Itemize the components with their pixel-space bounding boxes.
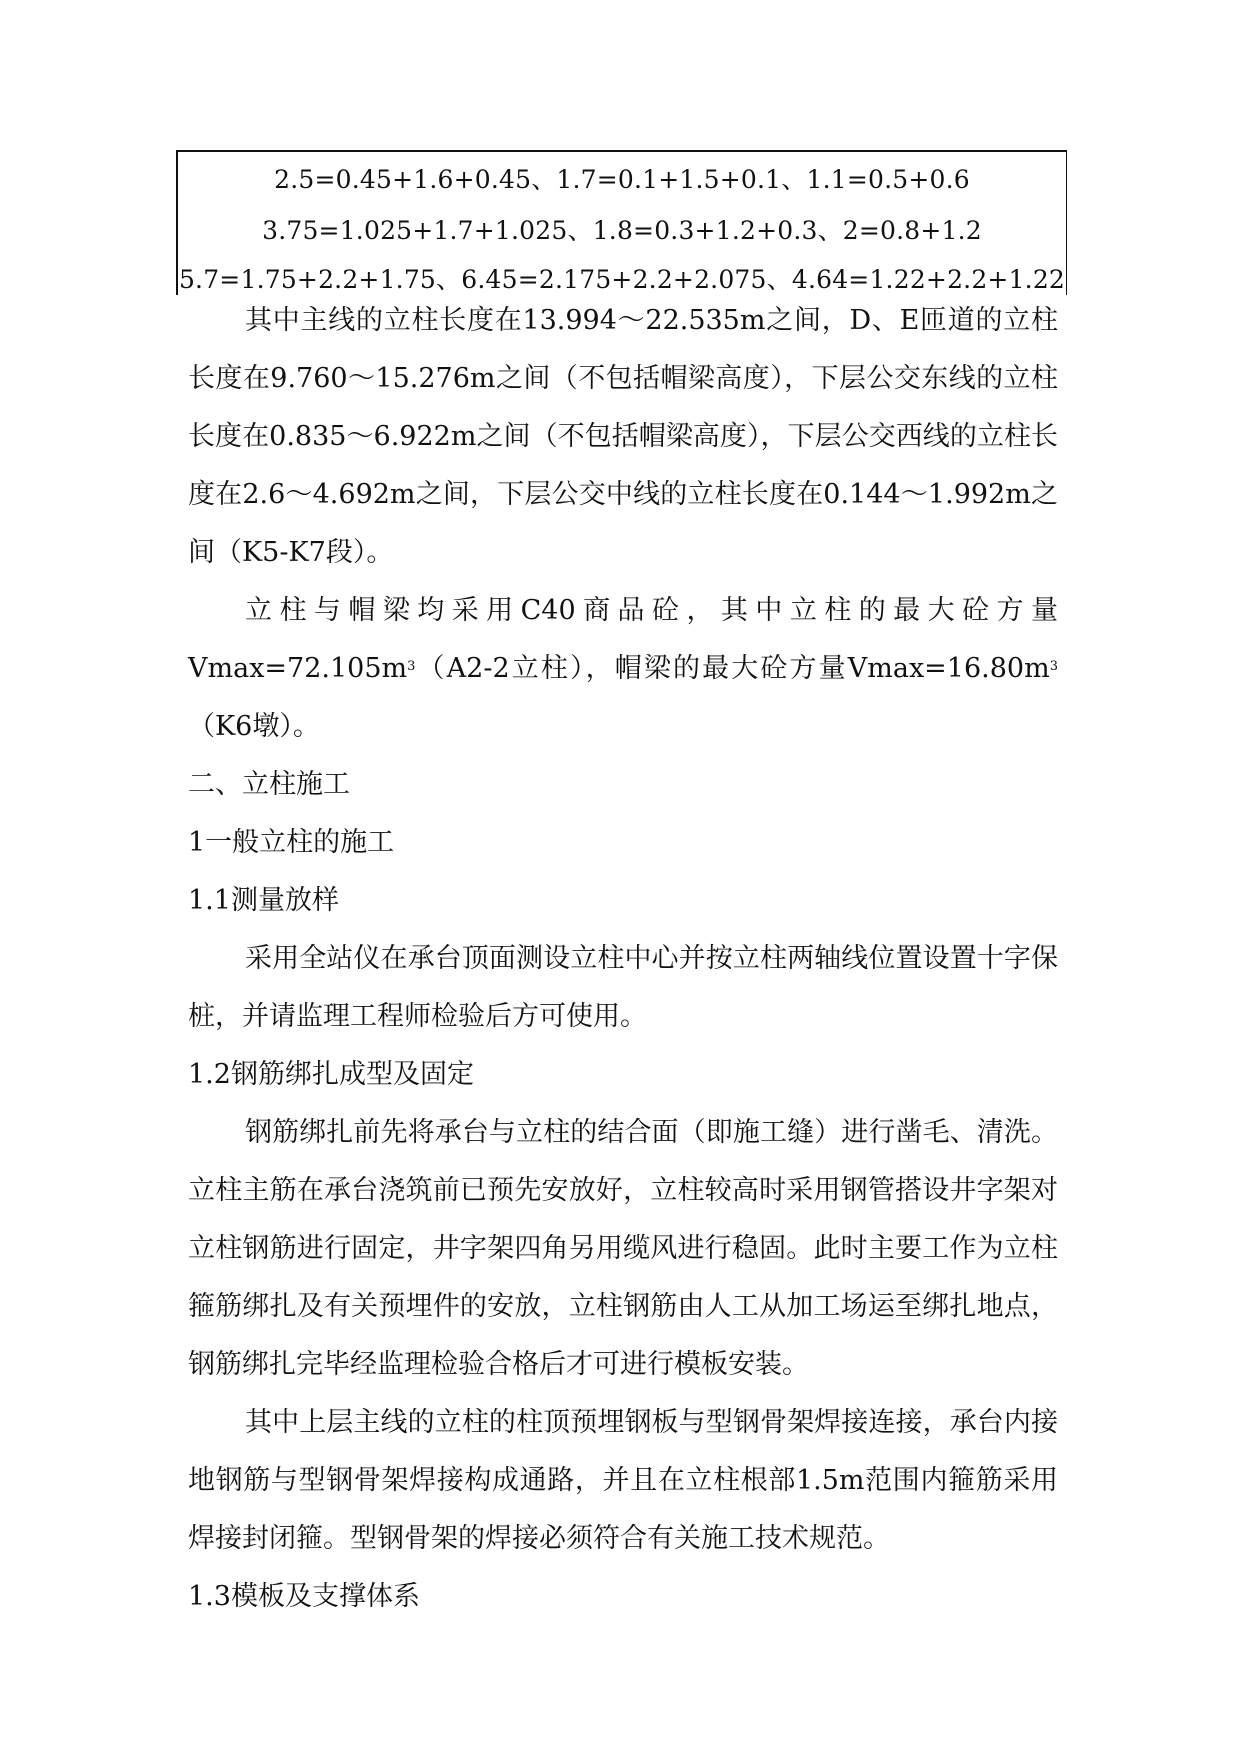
formula-line-3: 5.7=1.75+2.2+1.75、6.45=2.175+2.2+2.075、4.64=1.22+2.2+1.22 — [178, 265, 1066, 294]
body-text — [188, 292, 1058, 1626]
heading-1: 1一般立柱的施工 — [188, 827, 395, 858]
formula-line-1: 2.5=0.45+1.6+0.45、1.7=0.1+1.5+0.1、1.1=0.5+0.6 — [274, 165, 970, 194]
paragraph-column-lengths: 其中主线的立柱长度在13.994～22.535m之间，D、E匝道的立柱长度在9.760～15.276m之间（不包括帽梁高度），下层公交东线的立柱长度在0.835～6.922m之间（不包括帽梁高度），下层公交西线的立柱长度在2.6～4.692m之间，下层公交中线的立柱长度在0.144～1.992m之间（K5-K7段）。 — [188, 305, 1058, 568]
formula-table — [176, 150, 1067, 295]
paragraph-concrete-volume-part-b: （A2-2立柱），帽梁的最大砼方量Vmax=16.80m — [415, 653, 1050, 684]
heading-1-3: 1.3模板及支撑体系 — [188, 1581, 420, 1612]
paragraph-concrete-volume — [188, 582, 1058, 756]
cubic-superscript-1: 3 — [407, 659, 416, 674]
cubic-superscript-2: 3 — [1049, 659, 1058, 674]
paragraph-rebar: 钢筋绑扎前先将承台与立柱的结合面（即施工缝）进行凿毛、清洗。立柱主筋在承台浇筑前已预先安放好，立柱较高时采用钢管搭设井字架对立柱钢筋进行固定，井字架四角另用缆风进行稳固。此时主要工作为立柱箍筋绑扎及有关预埋件的安放，立柱钢筋由人工从加工场运至绑扎地点，钢筋绑扎完毕经监理检验合格后才可进行模板安装。 — [188, 1117, 1058, 1380]
heading-1-1: 1.1测量放样 — [188, 885, 339, 916]
paragraph-steel-frame: 其中上层主线的立柱的柱顶预埋钢板与型钢骨架焊接连接，承台内接地钢筋与型钢骨架焊接构成通路，并且在立柱根部1.5m范围内箍筋采用焊接封闭箍。型钢骨架的焊接必须符合有关施工技术规范。 — [188, 1407, 1058, 1554]
heading-1-2: 1.2钢筋绑扎成型及固定 — [188, 1059, 474, 1090]
paragraph-concrete-volume-part-a: 立柱与帽梁均采用C40商品砼，其中立柱的最大砼方量Vmax=72.105m — [188, 595, 1058, 684]
paragraph-survey: 采用全站仪在承台顶面测设立柱中心并按立柱两轴线位置设置十字保桩，并请监理工程师检验后方可使用。 — [188, 943, 1058, 1032]
paragraph-concrete-volume-part-c: （K6墩）。 — [188, 711, 320, 742]
heading-section-2: 二、立柱施工 — [188, 769, 350, 800]
formula-line-2: 3.75=1.025+1.7+1.025、1.8=0.3+1.2+0.3、2=0.8+1.2 — [262, 216, 982, 245]
